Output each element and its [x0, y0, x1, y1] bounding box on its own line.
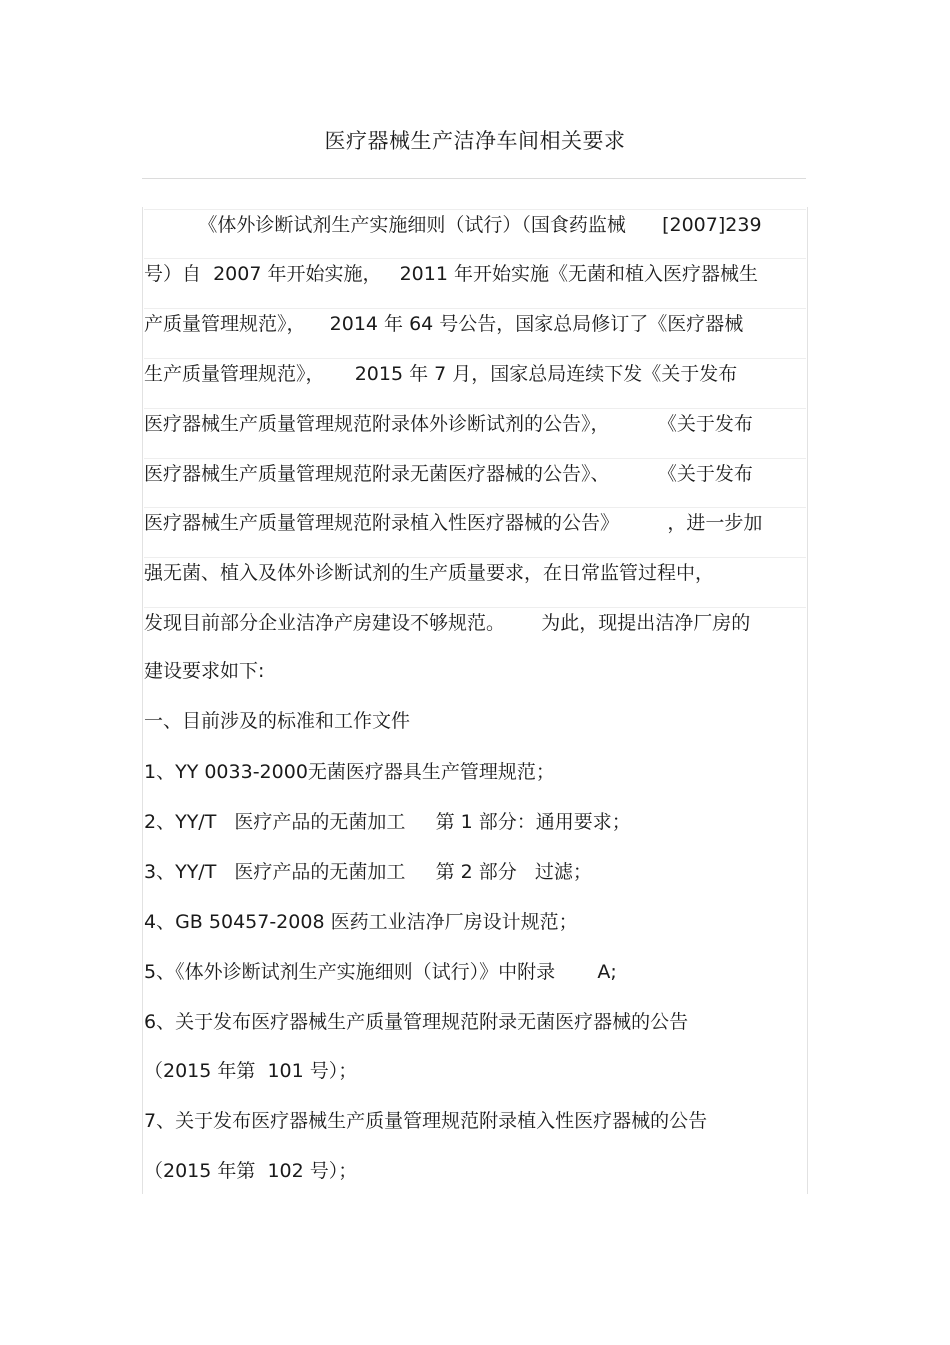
body-line: 医疗器械生产质量管理规范附录体外诊断试剂的公告》， 《关于发布	[144, 408, 806, 439]
body-line: 7、关于发布医疗器械生产质量管理规范附录植入性医疗器械的公告	[144, 1110, 708, 1132]
body-line: 产质量管理规范》， 2014 年 64 号公告，国家总局修订了《医疗器械	[144, 308, 806, 339]
body-line: 建设要求如下:	[144, 660, 265, 682]
page-title: 医疗器械生产洁净车间相关要求	[324, 129, 626, 153]
body-line: 强无菌、植入及体外诊断试剂的生产质量要求，在日常监管过程中，	[144, 557, 806, 588]
body-line: 3、YY/T 医疗产品的无菌加工 第 2 部分 过滤；	[144, 861, 592, 883]
body-line: 一、目前涉及的标准和工作文件	[144, 710, 411, 732]
body-line: 医疗器械生产质量管理规范附录无菌医疗器械的公告》、 《关于发布	[144, 458, 806, 489]
body-line: 6、关于发布医疗器械生产质量管理规范附录无菌医疗器械的公告	[144, 1011, 689, 1033]
body-line: 医疗器械生产质量管理规范附录植入性医疗器械的公告》 ，进一步加	[144, 507, 806, 538]
body-line: 发现目前部分企业洁净产房建设不够规范。 为此，现提出洁净厂房的	[144, 607, 806, 638]
body-line: 生产质量管理规范》， 2015 年 7 月，国家总局连续下发《关于发布	[144, 358, 806, 389]
body-line: 4、GB 50457-2008 医药工业洁净厂房设计规范；	[144, 911, 578, 933]
body-line: 《体外诊断试剂生产实施细则（试行）（国食药监械 [2007]239	[144, 209, 806, 240]
title-divider	[142, 178, 806, 179]
body-line: 号）自 2007 年开始实施， 2011 年开始实施《无菌和植入医疗器械生	[144, 258, 806, 289]
body-line: 1、YY 0033-2000无菌医疗器具生产管理规范；	[144, 761, 555, 783]
body-frame	[142, 207, 808, 1194]
body-line: 2、YY/T 医疗产品的无菌加工 第 1 部分：通用要求；	[144, 811, 631, 833]
body-line: （2015 年第 101 号）；	[144, 1060, 358, 1082]
body-line: （2015 年第 102 号）；	[144, 1160, 358, 1182]
body-line: 5、《体外诊断试剂生产实施细则（试行）》中附录 A;	[144, 961, 617, 983]
